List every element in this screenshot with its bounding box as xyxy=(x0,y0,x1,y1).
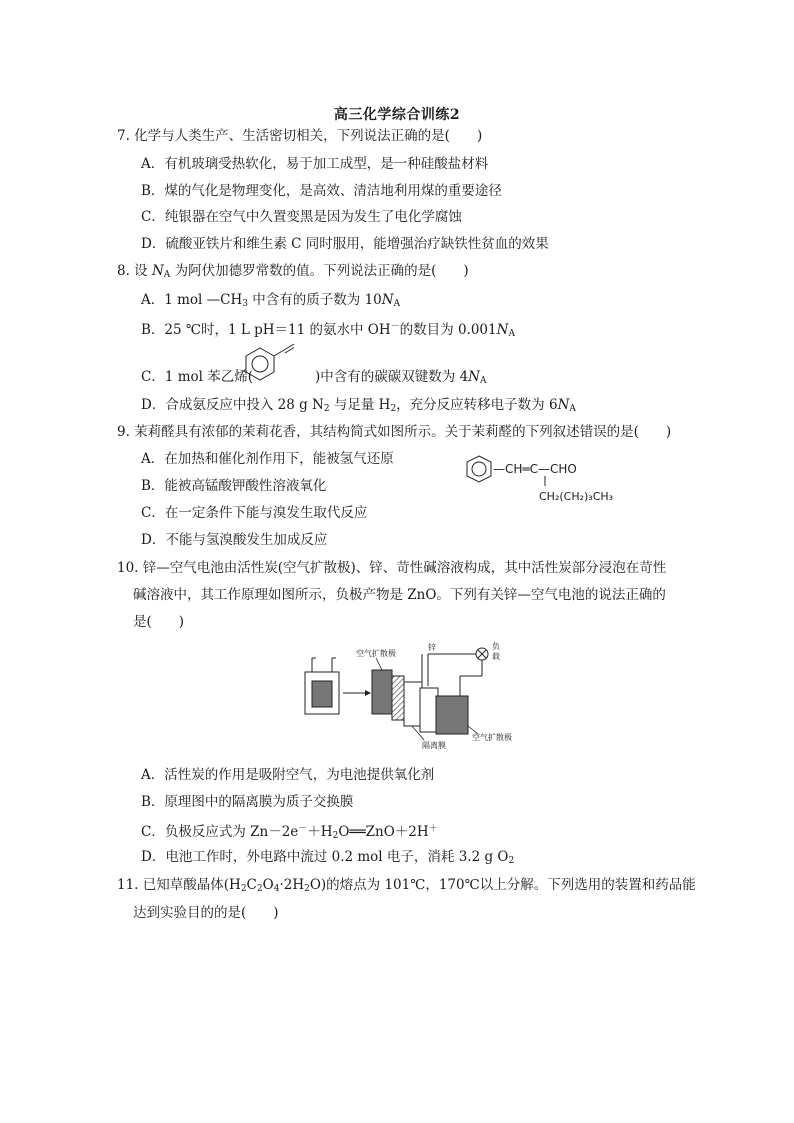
q11-stem-line-1: 11. 已知草酸晶体$(H_2C_2O_4\cdot 2H_2O)$的熔点为 101℃，170℃以上分解。下列选用的装置和药品能 xyxy=(117,877,696,894)
q7-option-c: C．纯银器在空气中久置变黑是因为发生了电化学腐蚀 xyxy=(141,209,462,225)
q10-stem-line-2: 碱溶液中，其工作原理如图所示，负极产物是 ZnO。下列有关锌—空气电池的说法正确的 xyxy=(133,587,666,603)
q7-stem: 7. 化学与人类生产、生活密切相关，下列说法正确的是( ) xyxy=(117,128,483,144)
q8-stem: 8. 设 $N_A$ 为阿伏加德罗常数的值。下列说法正确的是( ) xyxy=(117,263,469,280)
q8-option-b: B．25 ℃时，1 L pH＝11 的氨水中 OH－的数目为 $0.001N_A$ xyxy=(141,322,515,339)
page-title: 高三化学综合训练2 xyxy=(333,107,461,123)
q10-stem-line-1: 10. 锌—空气电池由活性炭(空气扩散极)、锌、苛性碱溶液构成，其中活性炭部分浸泡在苛性 xyxy=(117,560,667,576)
structure-side-chain: CH₂(CH₂)₃CH₃ xyxy=(539,490,614,503)
q7-option-a: A．有机玻璃受热软化，易于加工成型，是一种硅酸盐材料 xyxy=(141,156,489,172)
label-zinc: 锌 xyxy=(428,643,436,652)
q9-option-c: C．在一定条件下能与溴发生取代反应 xyxy=(141,505,368,521)
q9-option-b: B．能被高锰酸钾酸性溶液氧化 xyxy=(141,478,327,494)
q9-option-a: A．在加热和催化剂作用下，能被氢气还原 xyxy=(141,451,394,467)
q10-stem-line-3: 是( ) xyxy=(133,614,185,630)
label-air-electrode-2: 空气扩散极 xyxy=(472,733,512,742)
q10-option-b: B．原理图中的隔离膜为质子交换膜 xyxy=(141,794,354,810)
q10-option-c: C．负极反应式为 $Zn-2e^-+H_2O══ZnO+2H^+$ xyxy=(141,824,438,841)
structure-top-chain: —CH═C—CHO xyxy=(493,462,577,476)
q7-option-b: B．煤的气化是物理变化，是高效、清洁地利用煤的重要途径 xyxy=(141,183,502,199)
q8-option-d: D．合成氨反应中投入 28 g $N_2$ 与足量 $H_2$，充分反应转移电子数为 $6N_A$ xyxy=(141,397,576,414)
q8-option-a: A．1 mol $—CH_3$ 中含有的质子数为 $10N_A$ xyxy=(141,292,401,309)
q9-stem: 9. 茉莉醛具有浓郁的茉莉花香，其结构简式如图所示。关于茉莉醛的下列叙述错误的是( ) xyxy=(117,424,672,440)
label-membrane: 隔离膜 xyxy=(422,741,446,750)
jasminaldehyde-structure xyxy=(463,452,653,508)
label-load-1: 负 xyxy=(492,642,500,651)
q10-option-a: A．活性炭的作用是吸附空气，为电池提供氧化剂 xyxy=(141,767,435,783)
zinc-air-battery-diagram xyxy=(300,640,522,760)
q9-option-d: D．不能与氢溴酸发生加成反应 xyxy=(141,532,328,548)
label-load-2: 载 xyxy=(492,652,500,661)
label-air-electrode: 空气扩散极 xyxy=(356,649,396,658)
q8-option-c: C．1 mol 苯乙烯( )中含有的碳碳双键数为 $4N_A$ xyxy=(141,369,487,386)
q10-option-d: D．电池工作时，外电路中流过 0.2 mol 电子，消耗 3.2 g $O_2$ xyxy=(141,849,515,866)
q11-stem-line-2: 达到实验目的的是( ) xyxy=(133,905,279,921)
q7-option-d: D．硫酸亚铁片和维生素 C 同时服用，能增强治疗缺铁性贫血的效果 xyxy=(141,236,549,252)
